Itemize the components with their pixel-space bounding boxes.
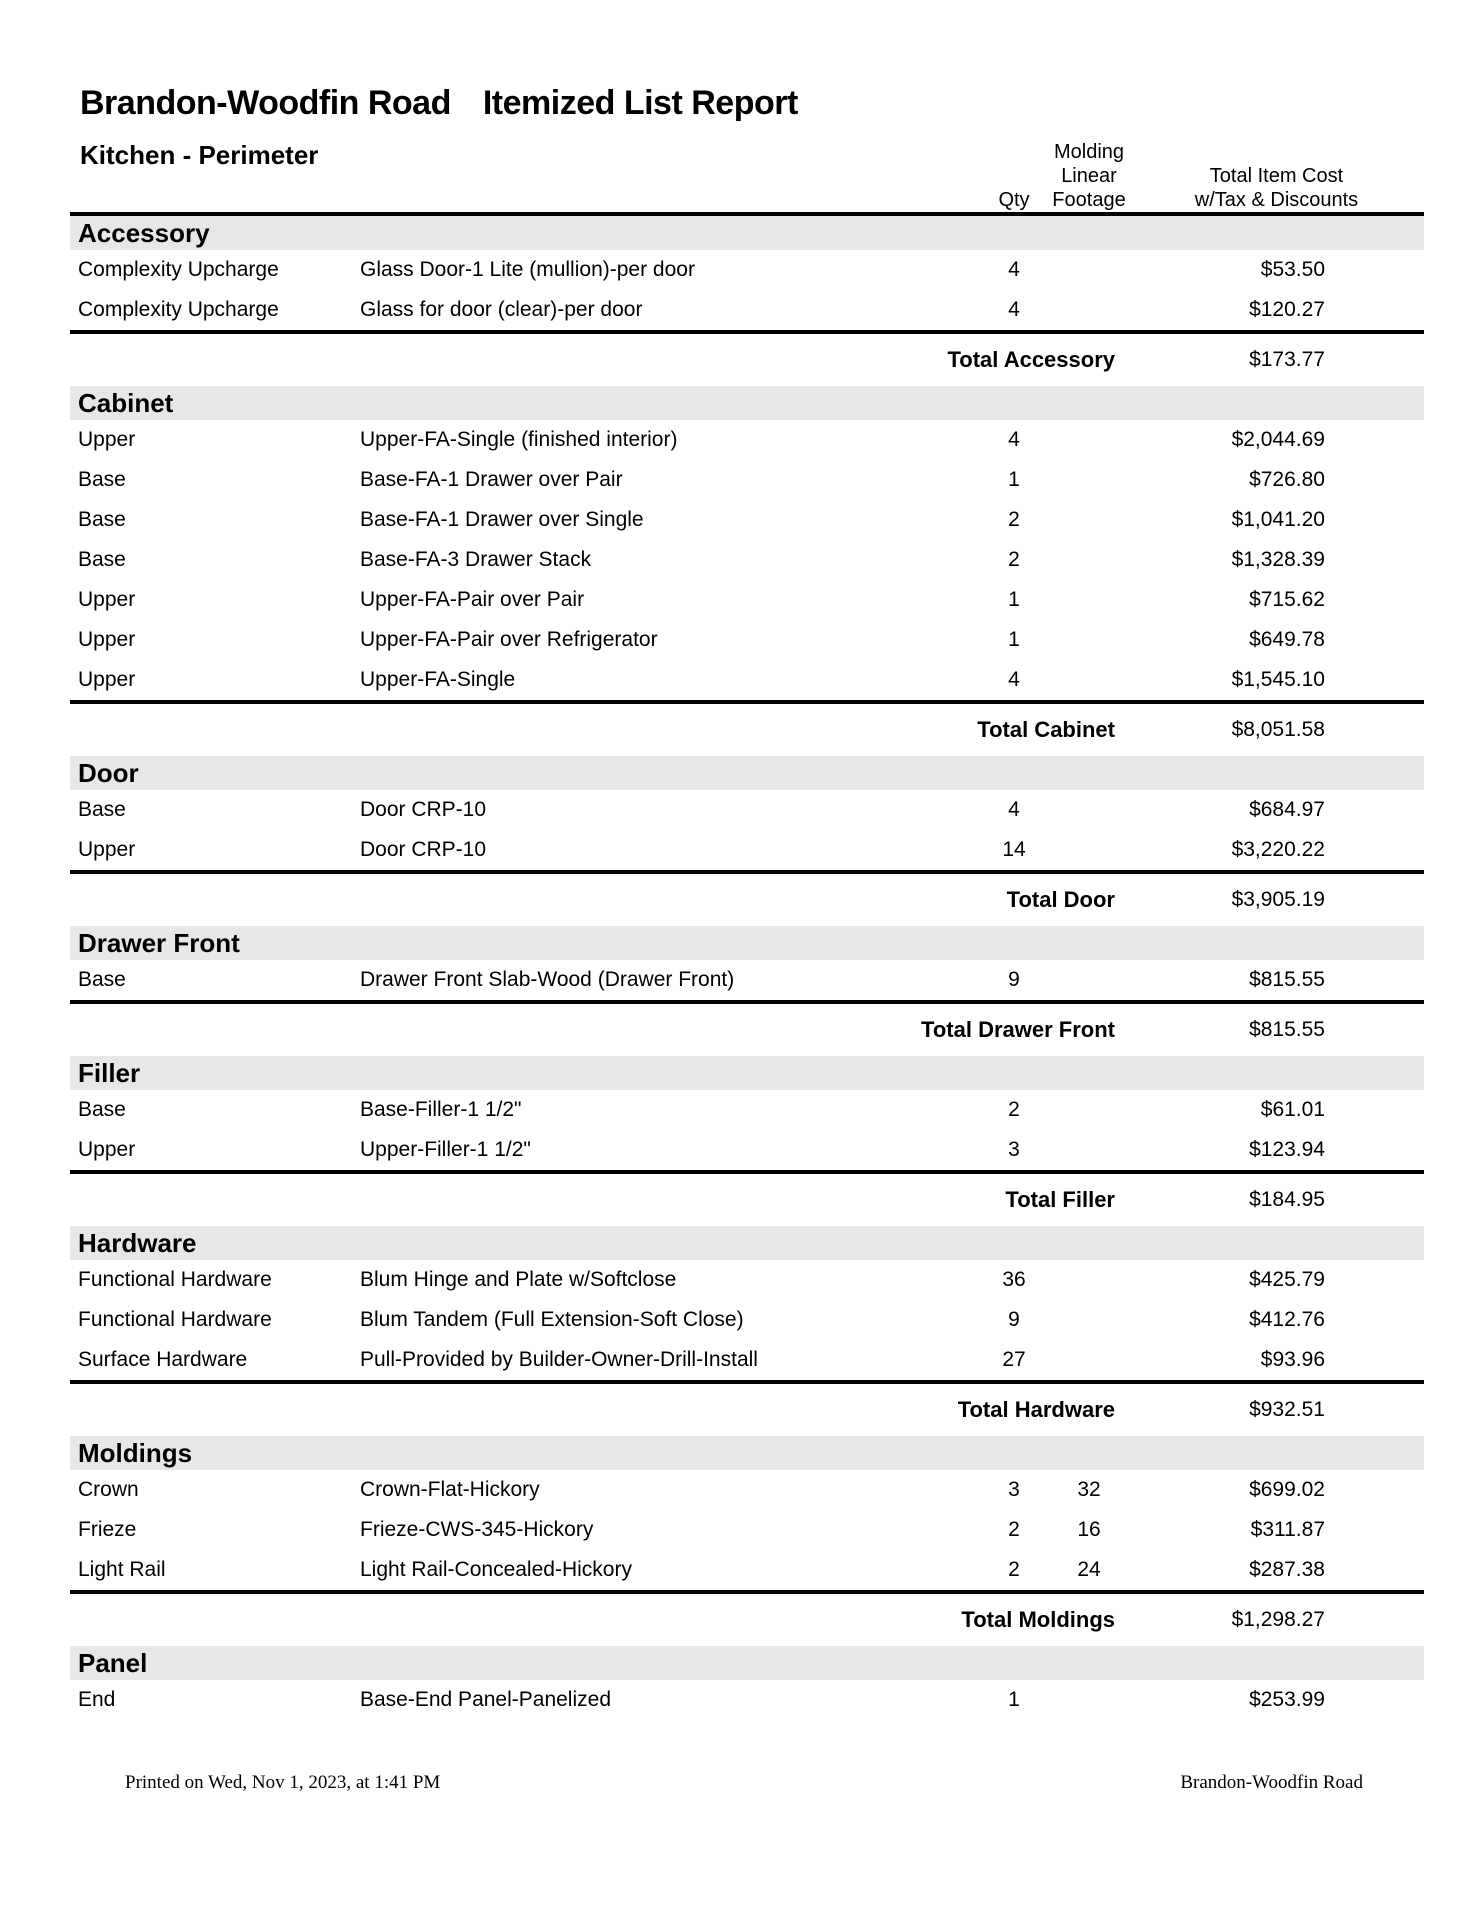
item-cost: $815.55 <box>1249 968 1325 991</box>
item-qty: 4 <box>1008 428 1020 451</box>
item-type: Upper <box>78 668 136 691</box>
section-title: Panel <box>78 1647 148 1678</box>
section-total-row <box>70 1004 1424 1056</box>
molding-header-line1: Molding <box>1053 141 1125 163</box>
item-description: Door CRP-10 <box>360 838 487 861</box>
item-description: Upper-FA-Single <box>360 668 516 691</box>
item-description: Pull-Provided by Builder-Owner-Drill-Install <box>360 1348 758 1371</box>
section-header <box>70 1056 1424 1090</box>
room-subtitle: Kitchen - Perimeter <box>80 140 319 170</box>
item-type: Functional Hardware <box>78 1268 272 1291</box>
item-type: Base <box>78 1098 126 1121</box>
item-description: Glass for door (clear)-per door <box>360 298 643 321</box>
item-description: Glass Door-1 Lite (mullion)-per door <box>360 258 695 281</box>
item-qty: 1 <box>1008 628 1020 651</box>
item-description: Upper-FA-Pair over Refrigerator <box>360 628 658 651</box>
section-total-label: Total Accessory <box>947 347 1115 372</box>
section-total-value: $8,051.58 <box>1231 718 1325 741</box>
item-row <box>70 250 1424 290</box>
item-row <box>70 1470 1424 1510</box>
cost-header-line1: Total Item Cost <box>1209 165 1344 187</box>
item-qty: 4 <box>1008 258 1020 281</box>
item-cost: $726.80 <box>1249 468 1325 491</box>
section-total-row <box>70 334 1424 386</box>
item-qty: 2 <box>1008 1558 1020 1581</box>
item-type: Base <box>78 548 126 571</box>
item-description: Frieze-CWS-345-Hickory <box>360 1518 594 1541</box>
section-total-row <box>70 1594 1424 1646</box>
item-description: Light Rail-Concealed-Hickory <box>360 1558 632 1581</box>
item-molding-footage: 32 <box>1077 1478 1101 1501</box>
item-qty: 1 <box>1008 468 1020 491</box>
item-cost: $2,044.69 <box>1231 428 1325 451</box>
section-total-label: Total Moldings <box>961 1607 1115 1632</box>
section-header <box>70 1646 1424 1680</box>
item-row <box>70 1510 1424 1550</box>
section-title: Cabinet <box>78 387 174 418</box>
item-description: Upper-Filler-1 1/2" <box>360 1138 531 1161</box>
item-type: Frieze <box>78 1518 137 1541</box>
item-qty: 2 <box>1008 1098 1020 1121</box>
item-cost: $1,328.39 <box>1231 548 1325 571</box>
item-cost: $311.87 <box>1250 1518 1325 1541</box>
item-row <box>70 500 1424 540</box>
item-cost: $412.76 <box>1249 1308 1325 1331</box>
item-cost: $93.96 <box>1260 1348 1325 1371</box>
item-description: Door CRP-10 <box>360 798 487 821</box>
section-total-row <box>70 704 1424 756</box>
item-cost: $61.01 <box>1260 1098 1325 1121</box>
project-title: Brandon-Woodfin Road <box>80 84 451 122</box>
section-header <box>70 756 1424 790</box>
molding-header-line2: Linear <box>1061 165 1117 187</box>
item-cost: $715.62 <box>1249 588 1325 611</box>
item-qty: 1 <box>1008 588 1020 611</box>
item-cost: $123.94 <box>1249 1138 1325 1161</box>
item-cost: $649.78 <box>1249 628 1325 651</box>
item-qty: 4 <box>1008 298 1020 321</box>
item-type: Complexity Upcharge <box>78 298 279 321</box>
item-row <box>70 620 1424 660</box>
item-row <box>70 1340 1424 1380</box>
item-type: Upper <box>78 838 136 861</box>
section-total-label: Total Hardware <box>957 1397 1115 1422</box>
item-type: Base <box>78 508 126 531</box>
section-header <box>70 216 1424 250</box>
item-row <box>70 540 1424 580</box>
item-description: Base-Filler-1 1/2" <box>360 1098 522 1121</box>
item-row <box>70 830 1424 870</box>
item-type: Surface Hardware <box>78 1348 248 1371</box>
item-description: Blum Hinge and Plate w/Softclose <box>360 1268 677 1291</box>
item-row <box>70 580 1424 620</box>
item-description: Base-FA-3 Drawer Stack <box>360 548 592 571</box>
item-qty: 3 <box>1008 1138 1020 1161</box>
item-row <box>70 290 1424 330</box>
section-total-value: $184.95 <box>1249 1188 1325 1211</box>
item-row <box>70 460 1424 500</box>
item-qty: 3 <box>1008 1478 1020 1501</box>
item-type: Upper <box>78 1138 136 1161</box>
footer-project-name: Brandon-Woodfin Road <box>1180 1772 1363 1793</box>
report-title: Itemized List Report <box>482 84 798 122</box>
item-type: Upper <box>78 428 136 451</box>
section-header <box>70 926 1424 960</box>
item-cost: $1,545.10 <box>1231 668 1325 691</box>
item-row <box>70 420 1424 460</box>
section-title: Accessory <box>78 217 210 248</box>
item-qty: 36 <box>1002 1268 1026 1291</box>
cost-header-line2: w/Tax & Discounts <box>1194 189 1359 211</box>
section-total-label: Total Cabinet <box>977 717 1115 742</box>
item-cost: $53.50 <box>1260 258 1325 281</box>
item-type: Complexity Upcharge <box>78 258 279 281</box>
item-row <box>70 960 1424 1000</box>
section-total-label: Total Door <box>1006 887 1115 912</box>
item-qty: 14 <box>1002 838 1026 861</box>
item-molding-footage: 16 <box>1077 1518 1101 1541</box>
molding-header-line3: Footage <box>1052 189 1126 211</box>
item-row <box>70 1300 1424 1340</box>
section-total-label: Total Filler <box>1005 1187 1115 1212</box>
section-title: Drawer Front <box>78 927 240 958</box>
report-content <box>70 0 1424 1794</box>
section-total-row <box>70 874 1424 926</box>
section-total-value: $932.51 <box>1249 1398 1325 1421</box>
item-cost: $120.27 <box>1249 298 1325 321</box>
report-header <box>70 0 1424 123</box>
item-qty: 9 <box>1008 968 1020 991</box>
item-row <box>70 1260 1424 1300</box>
item-qty: 2 <box>1008 1518 1020 1541</box>
item-description: Base-FA-1 Drawer over Single <box>360 508 644 531</box>
printed-timestamp: Printed on Wed, Nov 1, 2023, at 1:41 PM <box>125 1772 441 1793</box>
item-type: Upper <box>78 588 136 611</box>
page-footer <box>70 1772 1424 1794</box>
item-description: Drawer Front Slab-Wood (Drawer Front) <box>360 968 735 991</box>
item-cost: $253.99 <box>1249 1688 1325 1711</box>
item-qty: 1 <box>1008 1688 1020 1711</box>
item-qty: 2 <box>1008 508 1020 531</box>
item-cost: $699.02 <box>1249 1478 1325 1501</box>
item-description: Base-FA-1 Drawer over Pair <box>360 468 623 491</box>
item-type: End <box>78 1688 116 1711</box>
item-description: Crown-Flat-Hickory <box>360 1478 540 1501</box>
item-cost: $1,041.20 <box>1231 508 1325 531</box>
section-title: Hardware <box>78 1227 197 1258</box>
item-molding-footage: 24 <box>1077 1558 1101 1581</box>
item-qty: 27 <box>1002 1348 1026 1371</box>
item-row <box>70 790 1424 830</box>
section-header <box>70 386 1424 420</box>
item-type: Base <box>78 798 126 821</box>
item-description: Upper-FA-Single (finished interior) <box>360 428 678 451</box>
section-title: Filler <box>78 1057 141 1088</box>
item-row <box>70 660 1424 700</box>
sections <box>70 216 1424 1720</box>
molding-column-header <box>1049 140 1129 212</box>
item-cost: $684.97 <box>1249 798 1325 821</box>
item-cost: $287.38 <box>1249 1558 1325 1581</box>
item-type: Base <box>78 468 126 491</box>
section-total-value: $3,905.19 <box>1231 888 1325 911</box>
item-type: Crown <box>78 1478 139 1501</box>
section-header <box>70 1436 1424 1470</box>
item-type: Functional Hardware <box>78 1308 272 1331</box>
qty-column-header: Qty <box>998 189 1030 211</box>
section-total-value: $173.77 <box>1249 348 1325 371</box>
item-row <box>70 1550 1424 1590</box>
item-description: Base-End Panel-Panelized <box>360 1688 611 1711</box>
section-total-row <box>70 1174 1424 1226</box>
item-qty: 2 <box>1008 548 1020 571</box>
item-type: Light Rail <box>78 1558 166 1581</box>
item-row <box>70 1680 1424 1720</box>
item-description: Upper-FA-Pair over Pair <box>360 588 585 611</box>
item-cost: $3,220.22 <box>1231 838 1325 861</box>
item-type: Upper <box>78 628 136 651</box>
section-title: Moldings <box>78 1437 193 1468</box>
item-row <box>70 1090 1424 1130</box>
section-total-value: $815.55 <box>1249 1018 1325 1041</box>
item-row <box>70 1130 1424 1170</box>
column-headers <box>70 140 1424 212</box>
item-qty: 4 <box>1008 798 1020 821</box>
item-qty: 9 <box>1008 1308 1020 1331</box>
section-header <box>70 1226 1424 1260</box>
item-description: Blum Tandem (Full Extension-Soft Close) <box>360 1308 744 1331</box>
cost-column-header <box>1129 164 1424 212</box>
section-total-value: $1,298.27 <box>1231 1608 1325 1631</box>
item-cost: $425.79 <box>1249 1268 1325 1291</box>
item-qty: 4 <box>1008 668 1020 691</box>
section-total-label: Total Drawer Front <box>921 1017 1115 1042</box>
section-total-row <box>70 1384 1424 1436</box>
item-type: Base <box>78 968 126 991</box>
section-title: Door <box>78 757 139 788</box>
